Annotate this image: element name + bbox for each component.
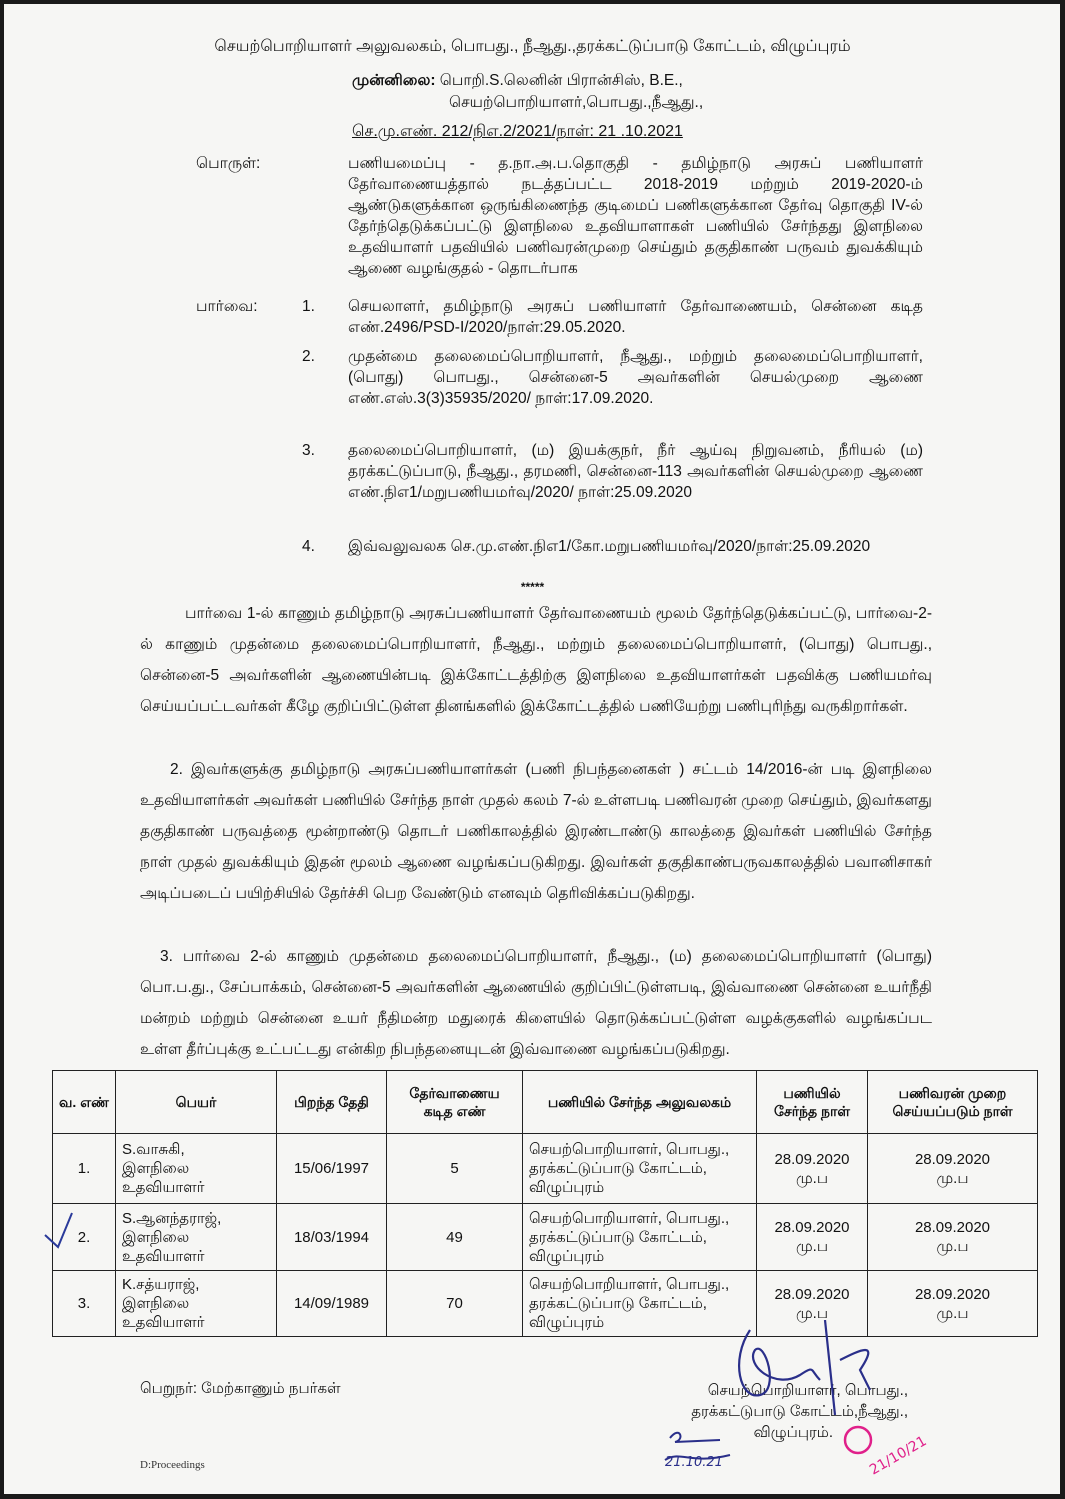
svg-text:21/10/21: 21/10/21: [867, 1433, 930, 1479]
reference-item-3: தலைமைப்பொறியாளர், (ம) இயக்குநர், நீர் ஆய்வு நிறுவனம், நீரியல் (ம) தரக்கட்டுப்பாடு, நீஆது., தரமணி, சென்னை-113 அவர்களின் செயல்முறை ஆணை எண்.நிஎ1/மறுபணியமர்வு/2020/ நாள்:25.09.2020: [348, 442, 923, 501]
presence-block: [352, 70, 703, 114]
file-name: D:Proceedings: [140, 1459, 205, 1471]
tick-mark-annotation: [40, 1205, 90, 1255]
svg-text:21.10.21: 21.10.21: [665, 1455, 723, 1470]
presence-label: முன்னிலை:: [352, 72, 436, 89]
cell-dob: 15/06/1997: [277, 1134, 387, 1204]
presence-name: பொறி.S.லெனின் பிரான்சிஸ், B.E.,: [439, 72, 683, 89]
cell-letter: 70: [387, 1271, 523, 1337]
appointee-table: [52, 1070, 1038, 1337]
cell-joined: 28.09.2020 மு.ப: [757, 1204, 868, 1271]
col-letter: தேர்வாணைய கடித எண்: [387, 1071, 523, 1134]
reference-number: செ.மு.எண். 212/நிஎ.2/2021/நாள்: 21 .10.2021: [352, 123, 683, 140]
table-row: [53, 1134, 1038, 1204]
reference-number-3: 3.: [302, 442, 315, 459]
presence-title: செயற்பொறியாளர்,பொபது.,நீஆது.,: [449, 94, 704, 111]
cell-name: S.ஆனந்தராஜ், இளநிலை உதவியாளர்: [116, 1204, 277, 1271]
references-label: பார்வை:: [196, 298, 258, 315]
paragraph-1: பார்வை 1-ல் காணும் தமிழ்நாடு அரசுப்பணியாளர் தேர்வாணையம் மூலம் தேர்ந்தெடுக்கப்பட்டு, பார்வை-2-ல் காணும் முதன்மை தலைமைப்பொறியாளர், நீஆது., மற்றும் தலைமைப்பொறியாளர், (பொது) பொபது., சென்னை-5 அவர்களின் ஆணையின்படி இக்கோட்டத்திற்கு இளநிலை உதவியாளர்கள் பதவிக்கு பணியமர்வு செய்யப்பட்டவர்கள் கீழே குறிப்பிட்டுள்ள தினங்களில் இக்கோட்டத்தில் பணியேற்று பணிபுரிந்து வருகிறார்கள்.: [140, 605, 932, 715]
col-regularised: பணிவரன் முறை செய்யப்படும் நாள்: [868, 1071, 1038, 1134]
table-row: [53, 1204, 1038, 1271]
cell-serial: 1.: [53, 1134, 116, 1204]
cell-letter: 49: [387, 1204, 523, 1271]
subject-text: பணியமைப்பு - த.நா.அ.ப.தொகுதி - தமிழ்நாடு அரசுப் பணியாளர் தேர்வாணையத்தால் நடத்தப்பட்ட 2018-2019 மற்றும் 2019-2020-ம் ஆண்டுகளுக்கான ஒருங்கிணைந்த குடிமைப் பணிகளுக்கான தேர்வு தொகுதி IV-ல் தேர்ந்தெடுக்கப்பட்டு இளநிலை உதவியாளாகள் பணியில் சேர்ந்தது இளநிலை உதவியாளர் பதவியில் பணிவரன்முறை செய்தும் தகுதிகாண் பருவம் துவக்கியும் ஆணை வழங்குதல் - தொடர்பாக: [348, 155, 923, 277]
paragraph-2: 2. இவர்களுக்கு தமிழ்நாடு அரசுப்பணியாளர்கள் (பணி நிபந்தனைகள் ) சட்டம் 14/2016-ன் படி இளநிலை உதவியாளர்கள் அவர்கள் பணியில் சேர்ந்த நாள் முதல் கலம் 7-ல் உள்ளபடி பணிவரன் முறை செய்தும், இவர்களது தகுதிகாண் பருவத்தை மூன்றாண்டு தொடர் பணிகாலத்தில் இரண்டாண்டு காலத்தை இவர்கள் பணியில் சேர்ந்த நாள் முதல் துவக்கியும் இதன் மூலம் ஆணை வழங்கப்படுகிறது. இவர்கள் தகுதிகாண்பருவகாலத்தில் பவானிசாகர் அடிப்படைப் பயிற்சியில் தேர்ச்சி பெற வேண்டும் எனவும் தெரிவிக்கப்படுகிறது.: [140, 761, 932, 902]
reference-item-2: முதன்மை தலைமைப்பொறியாளர், நீஆது., மற்றும் தலைமைப்பொறியாளர், (பொது) பொபது., சென்னை-5 அவர்களின் செயல்முறை ஆணை எண்.எஸ்.3(3)35935/2020/ நாள்:17.09.2020.: [348, 348, 923, 407]
cell-joined: 28.09.2020 மு.ப: [757, 1134, 868, 1204]
cell-joined: 28.09.2020 மு.ப: [757, 1271, 868, 1337]
reference-number-1: 1.: [302, 298, 315, 315]
col-serial: வ. எண்: [53, 1071, 116, 1134]
cell-dob: 18/03/1994: [277, 1204, 387, 1271]
cell-office: செயற்பொறியாளர், பொபது., தரக்கட்டுப்பாடு கோட்டம், விழுப்புரம்: [523, 1271, 757, 1337]
cell-regularised: 28.09.2020 மு.ப: [868, 1204, 1038, 1271]
cell-regularised: 28.09.2020 மு.ப: [868, 1271, 1038, 1337]
cell-name: K.சத்யராஜ், இளநிலை உதவியாளர்: [116, 1271, 277, 1337]
cell-dob: 14/09/1989: [277, 1271, 387, 1337]
initial-signature: [660, 1420, 740, 1470]
reference-item-4: இவ்வலுவலக செ.மு.எண்.நிஎ1/கோ.மறுபணியமர்வு/2020/நாள்:25.09.2020: [348, 538, 871, 555]
signatory-place: விழுப்புரம்.: [753, 1424, 833, 1441]
office-heading: செயற்பொறியாளர் அலுவலகம், பொபது., நீஆது.,தரக்கட்டுப்பாடு கோட்டம், விழுப்புரம்: [214, 38, 851, 55]
signatory-division: தரக்கட்டுபாடு கோட்டம்,நீஆது.,: [691, 1403, 908, 1420]
cell-office: செயற்பொறியாளர், பொபது., தரக்கட்டுப்பாடு கோட்டம், விழுப்புரம்: [523, 1134, 757, 1204]
separator: *****: [520, 580, 545, 594]
col-joined: பணியில் சேர்ந்த நாள்: [757, 1071, 868, 1134]
cell-serial: 3.: [53, 1271, 116, 1337]
paragraph-3: 3. பார்வை 2-ல் காணும் முதன்மை தலைமைப்பொறியாளர், நீஆது., (ம) தலைமைப்பொறியாளர் (பொது) பொ.ப.து., சேப்பாக்கம், சென்னை-5 அவர்களின் ஆணையில் குறிப்பிட்டுள்ளபடி, இவ்வாணை சென்னை உயர்நீதி மன்றம் மற்றும் சென்னை உயர் நீதிமன்ற மதுரைக் கிளையில் தொடுக்கப்பட்டுள்ள வழக்குகளில் வழங்கப்பட உள்ள தீர்ப்புக்கு உட்பட்டது என்கிற நிபந்தனையுடன் இவ்வாணை வழங்கப்படுகிறது.: [140, 948, 932, 1058]
table-header-row: [53, 1071, 1038, 1134]
signatory-title: செயற்பொறியாளர், பொபது.,: [707, 1382, 908, 1399]
col-dob: பிறந்த தேதி: [277, 1071, 387, 1134]
reference-item-1: செயலாளர், தமிழ்நாடு அரசுப் பணியாளர் தேர்வாணையம், சென்னை கடித எண்.2496/PSD-I/2020/நாள்:29.05.2020.: [348, 298, 923, 336]
cell-serial: 2.: [53, 1204, 116, 1271]
col-name: பெயர்: [116, 1071, 277, 1134]
reference-number-2: 2.: [302, 348, 315, 365]
reference-number-4: 4.: [302, 538, 315, 555]
signature: [720, 1320, 890, 1420]
cell-regularised: 28.09.2020 மு.ப: [868, 1134, 1038, 1204]
cell-letter: 5: [387, 1134, 523, 1204]
cell-name: S.வாசுகி, இளநிலை உதவியாளர்: [116, 1134, 277, 1204]
col-office: பணியில் சேர்ந்த அலுவலகம்: [523, 1071, 757, 1134]
stamp-initial: [838, 1420, 948, 1490]
subject-label: பொருள்:: [196, 155, 261, 172]
cell-office: செயற்பொறியாளர், பொபது., தரக்கட்டுப்பாடு கோட்டம், விழுப்புரம்: [523, 1204, 757, 1271]
recipient-line: பெறுநர்: மேற்காணும் நபர்கள்: [140, 1380, 341, 1397]
